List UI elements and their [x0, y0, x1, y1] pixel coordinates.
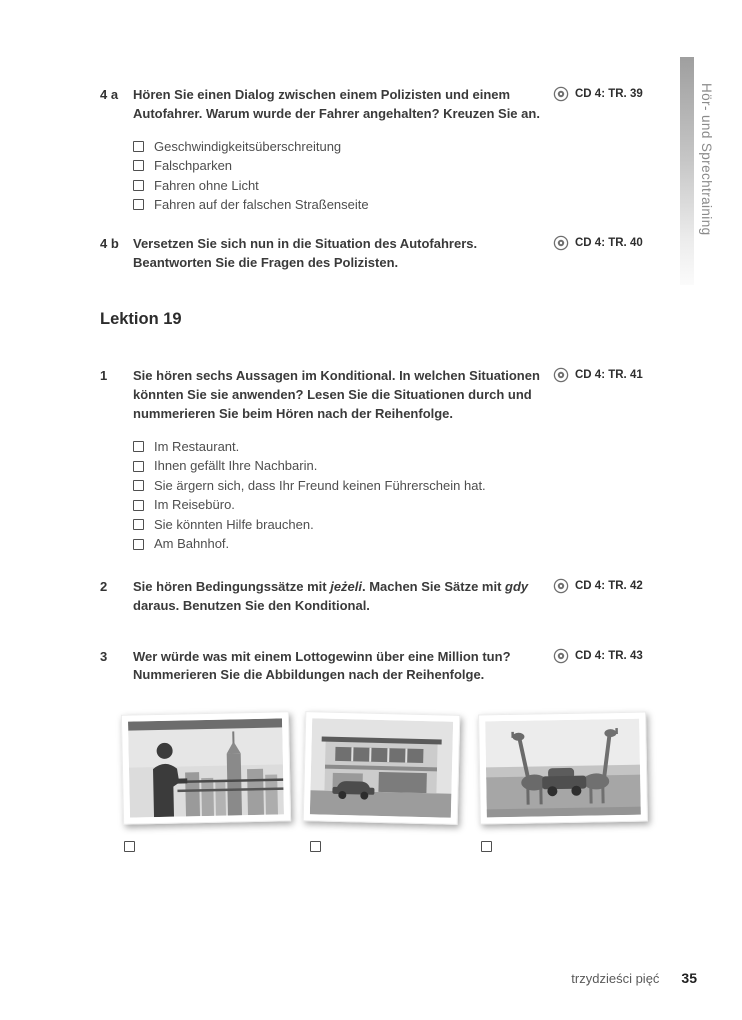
chapter-side-tab	[680, 57, 714, 285]
cd-track-ref	[553, 648, 643, 664]
exercise-number: 1	[100, 368, 108, 384]
answer-checkbox[interactable]	[133, 500, 144, 511]
answer-checkbox[interactable]	[133, 461, 144, 472]
lektion-heading: Lektion 19	[100, 310, 182, 329]
page-content	[100, 86, 658, 855]
page-number-word: trzydzieści pięć	[571, 971, 660, 986]
giraffes-savanna-illustration	[485, 719, 641, 818]
exercise-instruction: Sie hören sechs Aussagen im Konditional. In welchen Situationen könnten Sie sie anwenden? Lesen Sie die Situationen durch und nummerieren Sie beim Hören nach der Reihenfolge.	[133, 368, 540, 422]
option-label: Fahren auf der falschen Straßenseite	[154, 197, 369, 213]
option-label: Im Reisebüro.	[154, 497, 235, 513]
photo-2-checkbox[interactable]	[310, 841, 321, 852]
exercise-number: 4 a	[100, 87, 119, 102]
instruction-text-part: daraus. Benutzen Sie den Konditional.	[133, 597, 370, 613]
option-row	[133, 137, 553, 157]
exercise-4b	[100, 235, 658, 273]
option-label: Falschparken	[154, 158, 233, 174]
cd-icon	[553, 648, 569, 664]
cd-track-ref	[553, 578, 643, 594]
cd-track-label: CD 4: TR. 40	[575, 236, 643, 249]
answer-checkbox[interactable]	[133, 480, 144, 491]
answer-checkbox[interactable]	[133, 199, 144, 210]
answer-checkbox[interactable]	[133, 180, 144, 191]
polish-word-gdy: gdy	[505, 578, 529, 594]
cd-track-label: CD 4: TR. 41	[575, 369, 643, 382]
photo-city-skyline	[121, 712, 291, 825]
exercise-instruction	[133, 578, 553, 616]
answer-checkbox[interactable]	[133, 441, 144, 452]
cd-icon	[553, 367, 569, 383]
exercise-1-body	[133, 367, 553, 554]
option-row	[133, 495, 553, 515]
answer-checkbox[interactable]	[133, 539, 144, 550]
exercise-2	[100, 578, 658, 616]
cd-icon	[553, 86, 569, 102]
photo-3-checkbox[interactable]	[481, 841, 492, 852]
instruction-text-part: Sie hören Bedingungssätze mit	[133, 578, 331, 594]
instruction-text-part: . Machen Sie Sätze mit	[362, 578, 506, 594]
modern-house-illustration	[310, 719, 453, 818]
option-label: Sie ärgern sich, dass Ihr Freund keinen Führerschein hat.	[154, 477, 486, 493]
answer-checkbox[interactable]	[133, 519, 144, 530]
exercise-instruction: Hören Sie einen Dialog zwischen einem Polizisten und einem Autofahrer. Warum wurde der Fahrer angehalten? Kreuzen Sie an.	[133, 87, 540, 121]
cd-track-label: CD 4: TR. 43	[575, 649, 643, 662]
option-row	[133, 195, 553, 215]
exercise-3	[100, 648, 658, 686]
option-row	[133, 534, 553, 554]
city-skyline-illustration	[128, 719, 284, 818]
option-row	[133, 437, 553, 457]
polish-word-jezeli: jeżeli	[330, 578, 362, 594]
option-label: Ihnen gefällt Ihre Nachbarin.	[154, 458, 318, 474]
cd-track-ref	[553, 86, 643, 102]
option-row	[133, 515, 553, 535]
option-label: Sie könnten Hilfe brauchen.	[154, 516, 314, 532]
page-footer	[571, 970, 697, 986]
photo-giraffes-car	[478, 712, 648, 825]
exercise-number: 2	[100, 578, 108, 594]
option-label: Geschwindigkeitsüberschreitung	[154, 138, 342, 154]
side-tab-gradient-bar	[680, 57, 694, 285]
option-label: Im Restaurant.	[154, 438, 240, 454]
exercise-number: 4 b	[100, 235, 119, 251]
cd-track-label: CD 4: TR. 42	[575, 579, 643, 592]
exercise-1	[100, 367, 658, 554]
answer-checkbox[interactable]	[133, 141, 144, 152]
exercise-instruction: Versetzen Sie sich nun in die Situation des Autofahrers. Beantworten Sie die Fragen des Polizisten.	[133, 235, 478, 270]
chapter-side-tab-label: Hör- und Sprechtraining	[699, 83, 714, 236]
option-label: Am Bahnhof.	[154, 536, 230, 552]
exercise-4a-body	[133, 86, 553, 215]
option-row	[133, 176, 553, 196]
option-label: Fahren ohne Licht	[154, 177, 259, 193]
photo-modern-house	[303, 711, 461, 825]
cd-track-label: CD 4: TR. 39	[575, 88, 643, 100]
exercise-4a-options	[133, 137, 553, 215]
cd-track-ref	[553, 367, 643, 383]
cd-icon	[553, 235, 569, 251]
exercise-number: 3	[100, 648, 108, 664]
photo-1-checkbox[interactable]	[124, 841, 135, 852]
option-row	[133, 476, 553, 496]
cd-icon	[553, 578, 569, 594]
option-row	[133, 156, 553, 176]
option-row	[133, 456, 553, 476]
exercise-instruction: Wer würde was mit einem Lottogewinn über eine Million tun? Nummerieren Sie die Abbildungen nach der Reihenfolge.	[133, 648, 511, 683]
answer-checkbox[interactable]	[133, 160, 144, 171]
cd-track-ref	[553, 235, 643, 251]
photo-numbering-checkboxes	[124, 841, 658, 855]
exercise-1-options	[133, 437, 553, 554]
exercise-4a	[100, 86, 658, 215]
page-number: 35	[681, 970, 697, 986]
exercise-3-photos	[122, 713, 658, 823]
